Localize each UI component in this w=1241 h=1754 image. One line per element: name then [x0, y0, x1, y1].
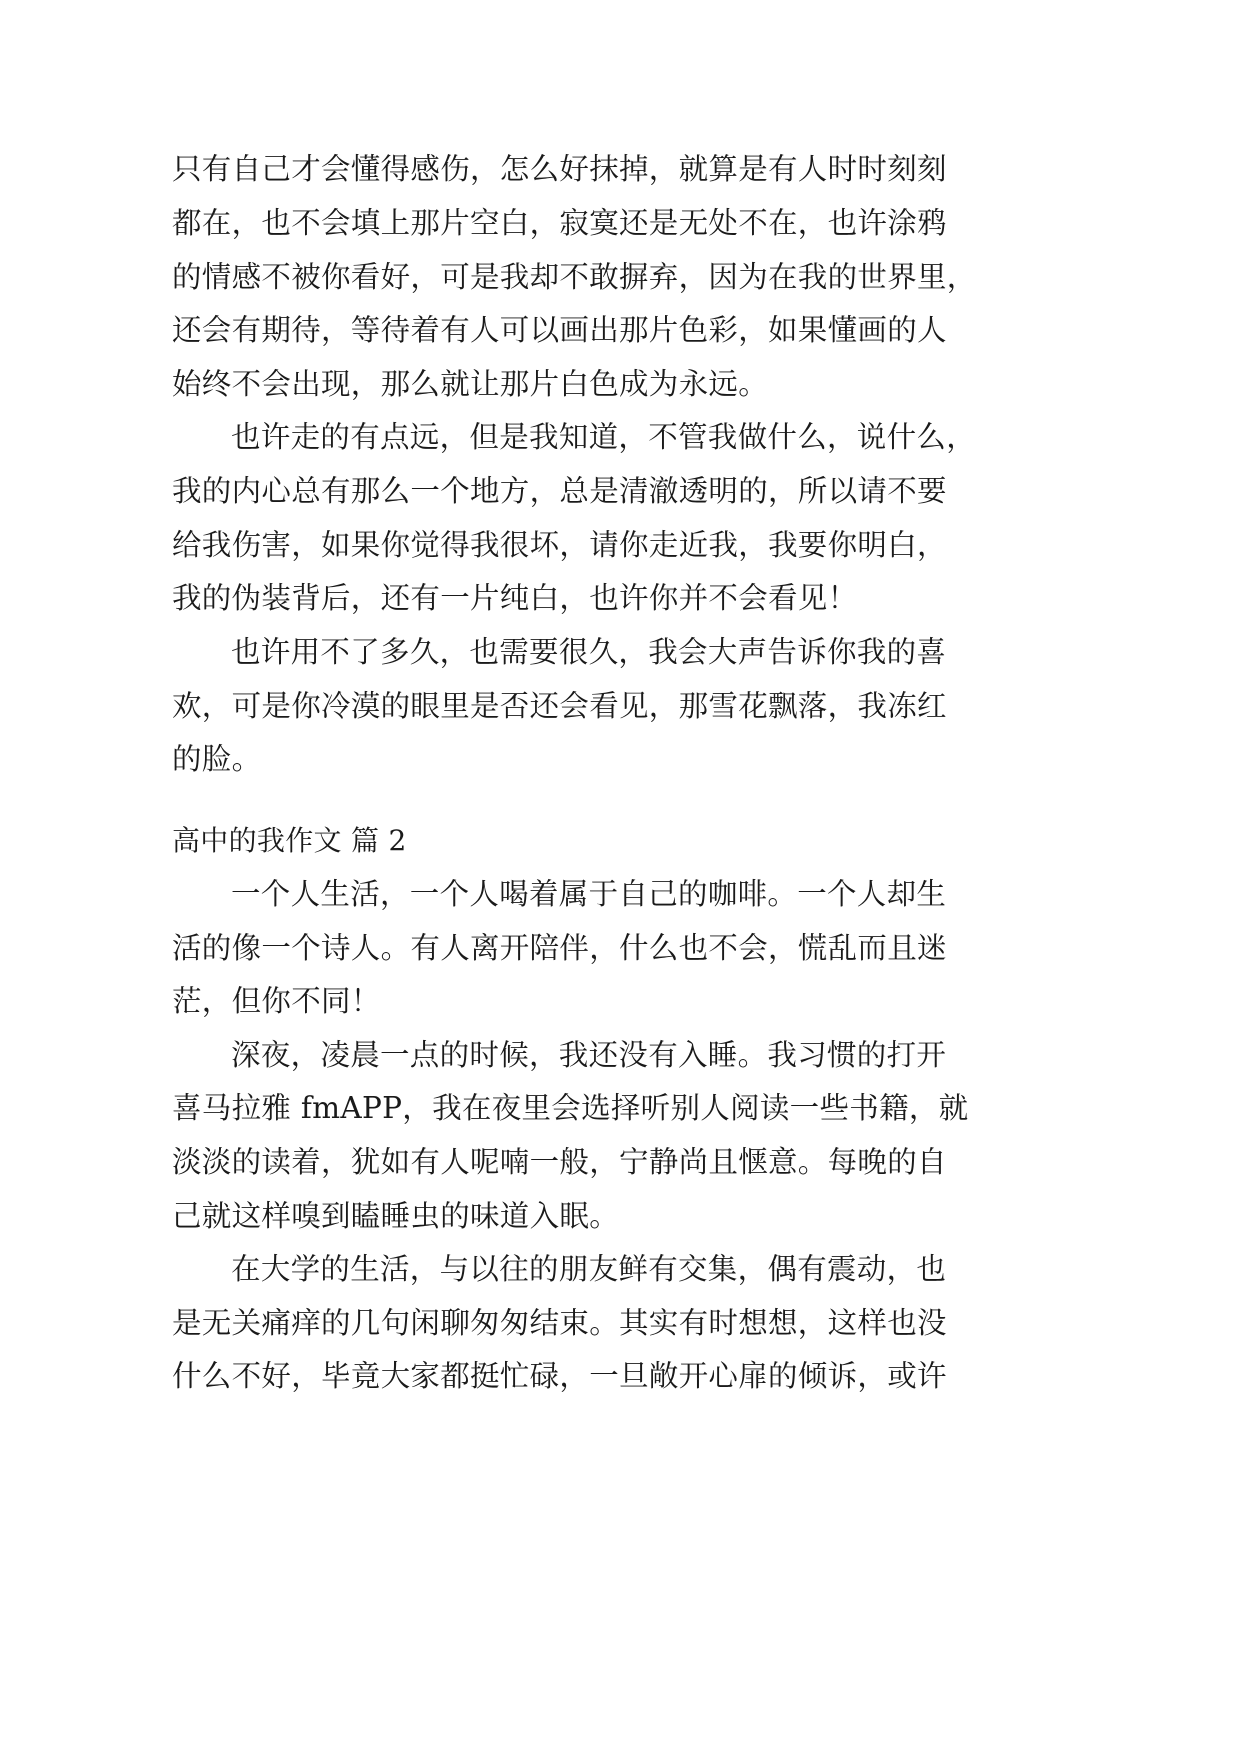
text-line: 的脸。 [172, 742, 262, 776]
text-line: 给我伤害，如果你觉得我很坏，请你走近我，我要你明白， [172, 528, 947, 562]
text-line: 什么不好，毕竟大家都挺忙碌，一旦敞开心扉的倾诉，或许 [172, 1359, 947, 1393]
section-heading: 高中的我作文 篇 2 [172, 824, 407, 857]
text-line: 深夜，凌晨一点的时候，我还没有入睡。我习惯的打开 [231, 1038, 947, 1072]
text-line: 茫，但你不同！ [172, 984, 381, 1018]
text-line: 活的像一个诗人。有人离开陪伴，什么也不会，慌乱而且迷 [172, 931, 947, 965]
text-line: 我的内心总有那么一个地方，总是清澈透明的，所以请不要 [172, 474, 947, 508]
text-line: 也许用不了多久，也需要很久，我会大声告诉你我的喜 [231, 635, 947, 669]
text-line: 在大学的生活，与以往的朋友鲜有交集，偶有震动，也 [231, 1252, 947, 1286]
text-line: 是无关痛痒的几句闲聊匆匆结束。其实有时想想，这样也没 [172, 1306, 947, 1340]
text-line: 只有自己才会懂得感伤，怎么好抹掉，就算是有人时时刻刻 [172, 152, 947, 186]
text-line: 己就这样嗅到瞌睡虫的味道入眠。 [172, 1199, 620, 1233]
text-line: 喜马拉雅 fmAPP，我在夜里会选择听别人阅读一些书籍，就 [172, 1091, 969, 1125]
text-line: 还会有期待，等待着有人可以画出那片色彩，如果懂画的人 [172, 313, 947, 347]
text-line: 欢，可是你冷漠的眼里是否还会看见，那雪花飘落，我冻红 [172, 689, 947, 723]
text-line: 的情感不被你看好，可是我却不敢摒弃，因为在我的世界里， [172, 260, 977, 294]
text-line: 我的伪装背后，还有一片纯白，也许你并不会看见！ [172, 581, 858, 615]
text-line: 一个人生活，一个人喝着属于自己的咖啡。一个人却生 [231, 877, 947, 911]
text-line: 也许走的有点远，但是我知道，不管我做什么，说什么， [231, 420, 977, 454]
text-line: 淡淡的读着，犹如有人呢喃一般，宁静尚且惬意。每晚的自 [172, 1145, 947, 1179]
text-line: 始终不会出现，那么就让那片白色成为永远。 [172, 367, 769, 401]
text-line: 都在，也不会填上那片空白，寂寞还是无处不在，也许涂鸦 [172, 206, 947, 240]
